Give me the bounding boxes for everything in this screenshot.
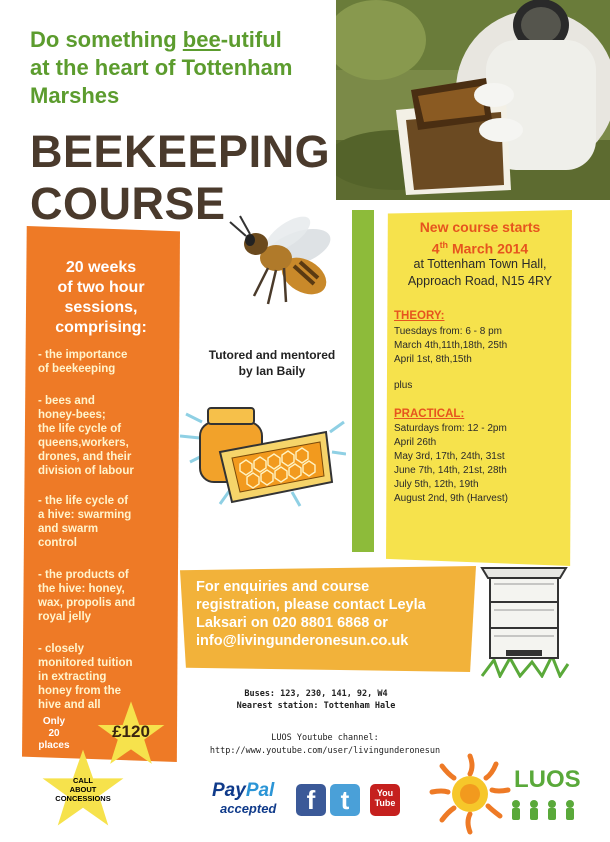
topic-line: wax, propolis and: [38, 597, 136, 609]
places-line: Only: [42, 716, 66, 727]
paypal-pay: Pay: [212, 780, 246, 801]
headline-text-bee: bee: [182, 27, 221, 52]
twitter-icon[interactable]: t: [330, 784, 360, 816]
new-course-announcement: [390, 218, 570, 258]
enquiry-email-link[interactable]: info@livingunderonesun.co.uk: [196, 633, 409, 649]
luos-sun-logo: [426, 750, 514, 838]
practical-heading: PRACTICAL:: [394, 408, 465, 420]
start-date-rest: March 2014: [448, 240, 529, 257]
headline-line-2: at the heart of Tottenham: [30, 55, 293, 80]
practical-line: Saturdays from: 12 - 2pm: [394, 423, 507, 434]
paypal-logo: [212, 780, 274, 802]
plus-label: plus: [394, 380, 413, 391]
venue: [390, 256, 570, 290]
theory-line: March 4th,11th,18th, 25th: [394, 340, 508, 351]
youtube-channel: [190, 732, 460, 758]
enquiry-line: For enquiries and course: [196, 579, 370, 595]
beehive-illustration: [480, 564, 570, 678]
topic-line: monitored tuition: [38, 657, 133, 669]
paypal-accepted-label: accepted: [220, 801, 277, 816]
topic-line: - the life cycle of: [38, 495, 129, 507]
theory-line: Tuesdays from: 6 - 8 pm: [394, 326, 502, 337]
practical-line: June 7th, 14th, 21st, 28th: [394, 465, 507, 476]
youtube-icon-you: You: [376, 788, 394, 798]
topic-item-products: [38, 568, 178, 624]
station-line: Nearest station: Tottenham Hale: [236, 701, 396, 711]
tutor-line: by Ian Baily: [238, 364, 306, 378]
topic-line: - the importance: [38, 349, 128, 361]
youtube-icon-tube: Tube: [374, 798, 396, 808]
topic-line: control: [38, 537, 77, 549]
concessions-line: ABOUT: [69, 785, 97, 794]
topic-item-bees: [38, 394, 178, 478]
summary-line: comprising:: [55, 319, 147, 336]
topic-line: division of labour: [38, 465, 134, 477]
practical-line: May 3rd, 17th, 24th, 31st: [394, 451, 505, 462]
concessions-line: CONCESSIONS: [55, 794, 111, 803]
headline: [30, 26, 330, 110]
places-line: places: [38, 740, 70, 751]
concessions-note: [48, 776, 118, 803]
honeycomb-jar-illustration: [180, 392, 346, 512]
price-label: £120: [112, 722, 150, 741]
headline-text-pre: Do something: [30, 27, 183, 52]
summary-line: sessions,: [64, 299, 138, 316]
topic-line: of beekeeping: [38, 363, 116, 375]
course-summary: [30, 258, 172, 338]
practical-line: July 5th, 12th, 19th: [394, 479, 479, 490]
practical-line: April 26th: [394, 437, 437, 448]
start-date-day: 4: [431, 240, 440, 257]
facebook-icon[interactable]: f: [296, 784, 326, 816]
headline-line-3: Marshes: [30, 83, 120, 108]
summary-line: 20 weeks: [65, 259, 137, 276]
enquiry-text: [196, 578, 470, 650]
green-accent-strip: [352, 210, 374, 552]
topic-line: the life cycle of: [38, 423, 122, 435]
bee-illustration: [206, 204, 346, 314]
luos-people-icon: [508, 798, 588, 822]
luos-logo-text: LUOS: [514, 766, 581, 793]
topic-line: the hive: honey,: [38, 583, 125, 595]
new-course-line: New course starts: [419, 219, 541, 235]
topic-line: a hive: swarming: [38, 509, 132, 521]
places-line: 20: [48, 728, 60, 739]
topic-item-importance: [38, 348, 178, 376]
theory-line: April 1st, 8th,15th: [394, 354, 472, 365]
headline-text-post: -utiful: [220, 27, 282, 52]
enquiry-line: registration, please contact Leyla: [196, 597, 426, 613]
venue-line: Approach Road, N15 4RY: [407, 274, 553, 288]
beekeeper-photo: [336, 0, 610, 200]
start-date-suffix: th: [439, 240, 449, 250]
tutor-note: [178, 347, 366, 379]
topic-line: - the products of: [38, 569, 129, 581]
transport-info: [206, 688, 426, 712]
topic-line: drones, and their: [38, 451, 132, 463]
practical-line: August 2nd, 9th (Harvest): [394, 493, 508, 504]
headline-line-1: [30, 26, 330, 54]
course-title-line-2: COURSE: [30, 178, 226, 229]
venue-line: at Tottenham Town Hall,: [413, 257, 547, 271]
youtube-icon[interactable]: [370, 784, 400, 816]
topic-line: honey-bees;: [38, 409, 106, 421]
enquiry-line: Laksari on 020 8801 6868 or: [196, 615, 388, 631]
topic-line: in extracting: [38, 671, 107, 683]
topic-line: - bees and: [38, 395, 95, 407]
start-date: [390, 236, 570, 258]
concessions-line: CALL: [73, 776, 93, 785]
tutor-line: Tutored and mentored: [208, 348, 336, 362]
theory-heading: THEORY:: [394, 310, 445, 322]
topic-line: royal jelly: [38, 611, 92, 623]
topic-line: honey from the: [38, 685, 122, 697]
topic-line: hive and all: [38, 699, 101, 711]
course-title-line-1: BEEKEEPING: [30, 126, 331, 177]
topic-item-hive-cycle: [38, 494, 178, 550]
channel-url-link[interactable]: http://www.youtube.com/user/livingunderonesun: [209, 746, 441, 756]
topic-line: and swarm: [38, 523, 99, 535]
channel-label: LUOS Youtube channel:: [271, 733, 379, 743]
places-note: [34, 716, 74, 752]
topic-line: queens,workers,: [38, 437, 129, 449]
buses-line: Buses: 123, 230, 141, 92, W4: [244, 689, 388, 699]
paypal-pal: Pal: [245, 780, 275, 801]
topic-line: - closely: [38, 643, 85, 655]
summary-line: of two hour: [57, 279, 145, 296]
